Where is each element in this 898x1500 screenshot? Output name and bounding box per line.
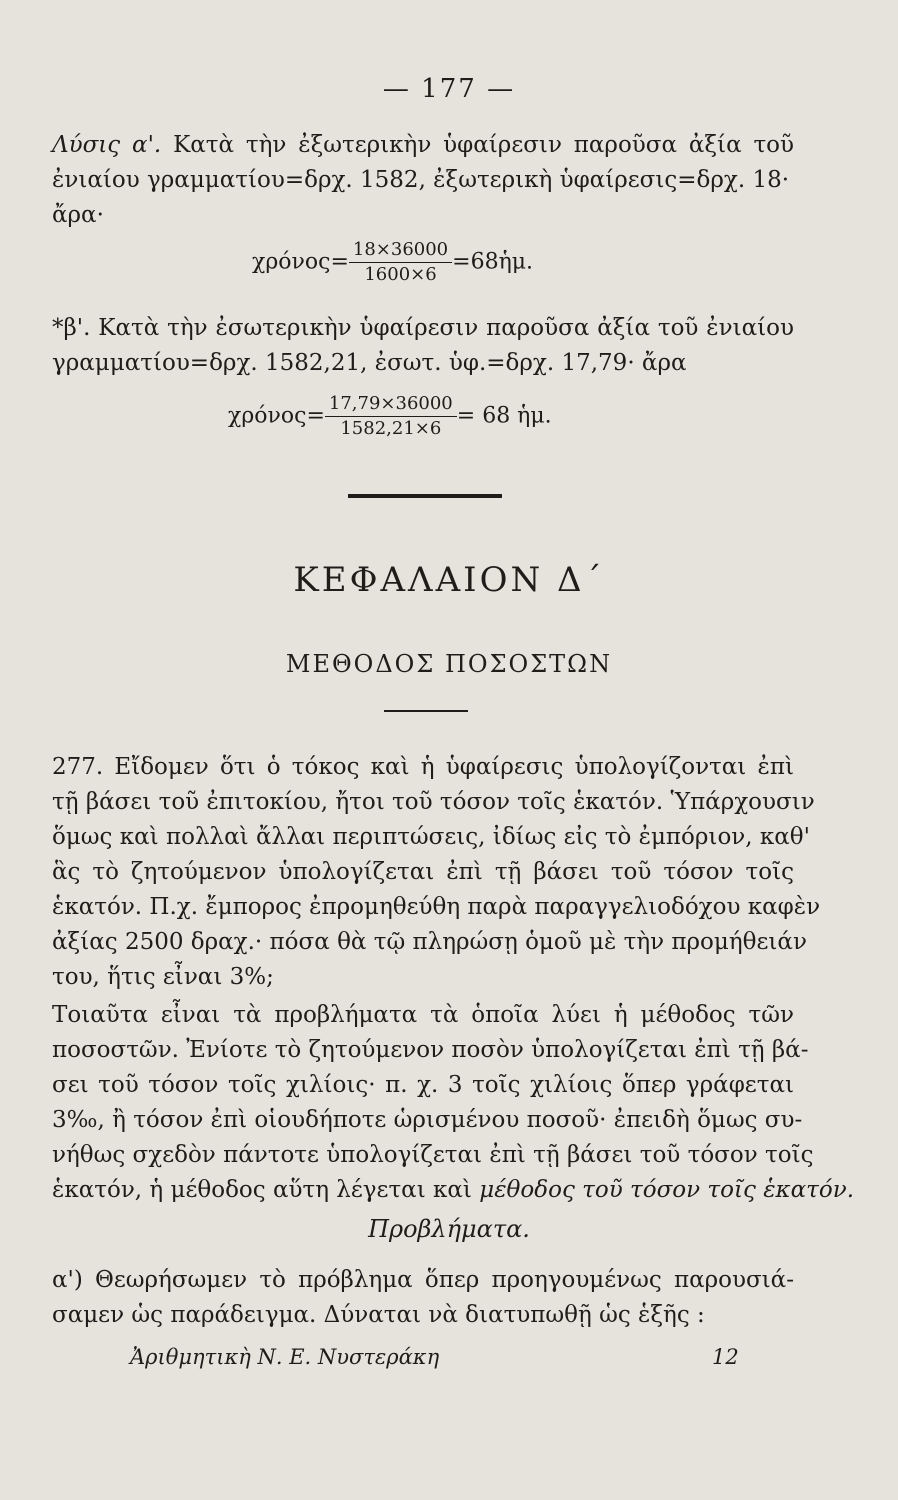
formula-1-denominator: 1600×6 <box>364 264 437 285</box>
page-number-header: — 177 — <box>382 74 516 104</box>
section-277-line-4: ἃς τὸ ζητούμενον ὑπολογίζεται ἐπὶ τῇ βάσει τοῦ τόσον τοῖς <box>52 859 794 885</box>
problem-a-line-2: σαμεν ὡς παράδειγμα. Δύναται νὰ διατυπωθῇ ὡς ἑξῆς : <box>52 1302 705 1328</box>
formula-2-fraction <box>325 392 457 441</box>
section-277-line-7: του, ἥτις εἶναι 3%; <box>52 964 274 990</box>
formula-2-lhs: χρόνος= <box>228 403 325 429</box>
solution-a-text: Κατὰ τὴν ἐξωτερικὴν ὑφαίρεσιν παροῦσα ἀξία τοῦ <box>173 132 795 158</box>
section-277-line-2: τῇ βάσει τοῦ ἐπιτοκίου, ἤτοι τοῦ τόσον τοῖς ἑκατόν. Ὑπάρχουσιν <box>52 789 815 815</box>
problems-heading: Προβλήματα. <box>368 1215 530 1243</box>
footer-book-title: Ἀριθμητικὴ Ν. Ε. Νυστεράκη <box>130 1345 440 1369</box>
paragraph-2-line-4: 3‰, ἢ τόσον ἐπὶ οἱουδήποτε ὡρισμένου ποσοῦ· ἐπειδὴ ὅμως συ- <box>52 1107 803 1133</box>
formula-2-denominator: 1582,21×6 <box>340 418 442 439</box>
section-277-line-6: ἀξίας 2500 δραχ.· πόσα θὰ τῷ πληρώσῃ ὁμοῦ μὲ τὴν προμήθειάν <box>52 929 807 955</box>
formula-time-internal <box>228 392 552 441</box>
section-277-line-5: ἑκατόν. Π.χ. ἔμπορος ἐπρομηθεύθη παρὰ παραγγελιοδόχου καφὲν <box>52 894 821 920</box>
section-277-line-3: ὅμως καὶ πολλαὶ ἄλλαι περιπτώσεις, ἰδίως εἰς τὸ ἐμπόριον, καθ' <box>52 824 810 850</box>
solution-a-line-2: ἐνιαίου γραμματίου=δρχ. 1582, ἐξωτερικὴ ὑφαίρεσις=δρχ. 18· <box>52 167 790 193</box>
formula-1-numerator: 18×36000 <box>349 238 452 263</box>
paragraph-2-line-6 <box>52 1175 855 1205</box>
chapter-title: ΚΕΦΑΛΑΙΟΝ Δ΄ <box>293 560 605 600</box>
paragraph-2-line-3: σει τοῦ τόσον τοῖς χιλίοις· π. χ. 3 τοῖς χιλίοις ὅπερ γράφεται <box>52 1072 794 1098</box>
paragraph-2-last-italic: μέθοδος τοῦ τόσον τοῖς ἑκατόν. <box>479 1177 855 1203</box>
paragraph-2-line-2: ποσοστῶν. Ἐνίοτε τὸ ζητούμενον ποσὸν ὑπολογίζεται ἐπὶ τῇ βά- <box>52 1037 809 1063</box>
problem-a-line-1: α') Θεωρήσωμεν τὸ πρόβλημα ὅπερ προηγουμένως παρουσιά- <box>52 1267 794 1293</box>
solution-a-label: Λύσις α'. <box>52 132 162 158</box>
paragraph-2-line-5: νήθως σχεδὸν πάντοτε ὑπολογίζεται ἐπὶ τῇ βάσει τοῦ τόσον τοῖς <box>52 1142 814 1168</box>
section-divider-thick <box>348 494 502 498</box>
solution-b-line-2: γραμματίου=δρχ. 1582,21, ἐσωτ. ὑφ.=δρχ. 17,79· ἄρα <box>52 350 687 376</box>
paragraph-2-last-prefix: ἑκατόν, ἡ μέθοδος αὕτη λέγεται καὶ <box>52 1177 472 1203</box>
solution-b-line-1: *β'. Κατὰ τὴν ἐσωτερικὴν ὑφαίρεσιν παροῦσα ἀξία τοῦ ἐνιαίου <box>52 315 794 341</box>
formula-2-numerator: 17,79×36000 <box>325 392 457 417</box>
section-divider-thin <box>384 710 468 712</box>
formula-2-rhs: = 68 ἡμ. <box>456 403 552 429</box>
solution-a-line-3: ἄρα· <box>52 202 104 228</box>
formula-1-fraction <box>349 238 452 287</box>
formula-1-lhs: χρόνος= <box>252 249 349 275</box>
paragraph-2-line-1: Τοιαῦτα εἶναι τὰ προβλήματα τὰ ὁποῖα λύει ἡ μέθοδος τῶν <box>52 1002 794 1028</box>
footer-signature-mark: 12 <box>712 1345 739 1369</box>
formula-1-rhs: =68ἡμ. <box>452 249 534 275</box>
chapter-subtitle: ΜΕΘΟΔΟΣ ΠΟΣΟΣΤΩΝ <box>285 650 613 678</box>
section-277-line-1: 277. Εἴδομεν ὅτι ὁ τόκος καὶ ἡ ὑφαίρεσις ὑπολογίζονται ἐπὶ <box>52 754 794 780</box>
formula-time-external <box>252 238 533 287</box>
solution-a-line-1 <box>52 130 794 160</box>
